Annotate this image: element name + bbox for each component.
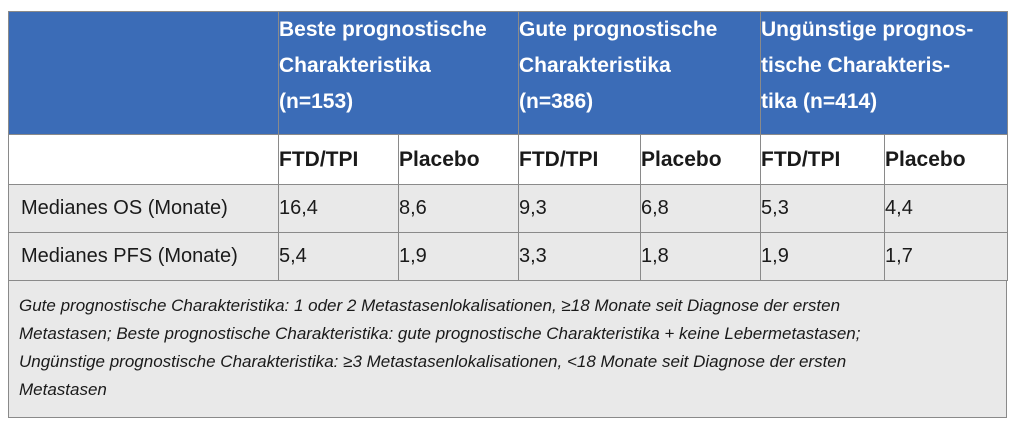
group-header-best <box>279 12 519 135</box>
row-label: Medianes OS (Monate) <box>9 185 279 233</box>
group-header-line: (n=386) <box>519 90 594 113</box>
sub-header-row <box>9 135 1008 185</box>
sub-header-corner-cell <box>9 135 279 185</box>
footnote-line: Ungünstige prognostische Charakteristika: ≥3 Metastasenlokalisationen, <18 Monate seit Diagnose der ersten <box>19 352 847 371</box>
table-cell: 1,9 <box>761 233 885 281</box>
group-header-line: Charakteristika <box>279 54 431 77</box>
table-cell: 3,3 <box>519 233 641 281</box>
group-header-line: Gute prognostische <box>519 18 718 41</box>
table-cell: 5,4 <box>279 233 399 281</box>
table-cell: 6,8 <box>641 185 761 233</box>
table-cell: 1,7 <box>885 233 1008 281</box>
footnote-line: Gute prognostische Charakteristika: 1 oder 2 Metastasenlokalisationen, ≥18 Monate seit Diagnose der ersten <box>19 296 841 315</box>
table-cell: 1,8 <box>641 233 761 281</box>
group-header-row <box>9 12 1008 135</box>
sub-header-cell: FTD/TPI <box>761 135 885 185</box>
group-header-line: (n=153) <box>279 90 354 113</box>
footnote-line: Metastasen <box>19 380 107 399</box>
table-row <box>9 233 1008 281</box>
table-cell: 5,3 <box>761 185 885 233</box>
header-corner-cell <box>9 12 279 135</box>
group-header-line: tika (n=414) <box>761 90 878 113</box>
row-label: Medianes PFS (Monate) <box>9 233 279 281</box>
sub-header-cell: Placebo <box>885 135 1008 185</box>
results-table <box>8 11 1008 281</box>
sub-header-cell: FTD/TPI <box>279 135 399 185</box>
table-cell: 8,6 <box>399 185 519 233</box>
sub-header-cell: Placebo <box>641 135 761 185</box>
table-cell: 1,9 <box>399 233 519 281</box>
table-cell: 9,3 <box>519 185 641 233</box>
table-cell: 16,4 <box>279 185 399 233</box>
sub-header-cell: FTD/TPI <box>519 135 641 185</box>
group-header-line: Charakteristika <box>519 54 671 77</box>
group-header-line: Beste prognostische <box>279 18 487 41</box>
sub-header-cell: Placebo <box>399 135 519 185</box>
group-header-unfavorable <box>761 12 1008 135</box>
footnote <box>19 292 979 404</box>
group-header-line: tische Charakteris- <box>761 54 951 77</box>
group-header-good <box>519 12 761 135</box>
table-row <box>9 185 1008 233</box>
footnote-line: Metastasen; Beste prognostische Charakteristika: gute prognostische Charakteristika + keine Lebermetastasen; <box>19 324 861 343</box>
group-header-line: Ungünstige prognos- <box>761 18 974 41</box>
table-cell: 4,4 <box>885 185 1008 233</box>
